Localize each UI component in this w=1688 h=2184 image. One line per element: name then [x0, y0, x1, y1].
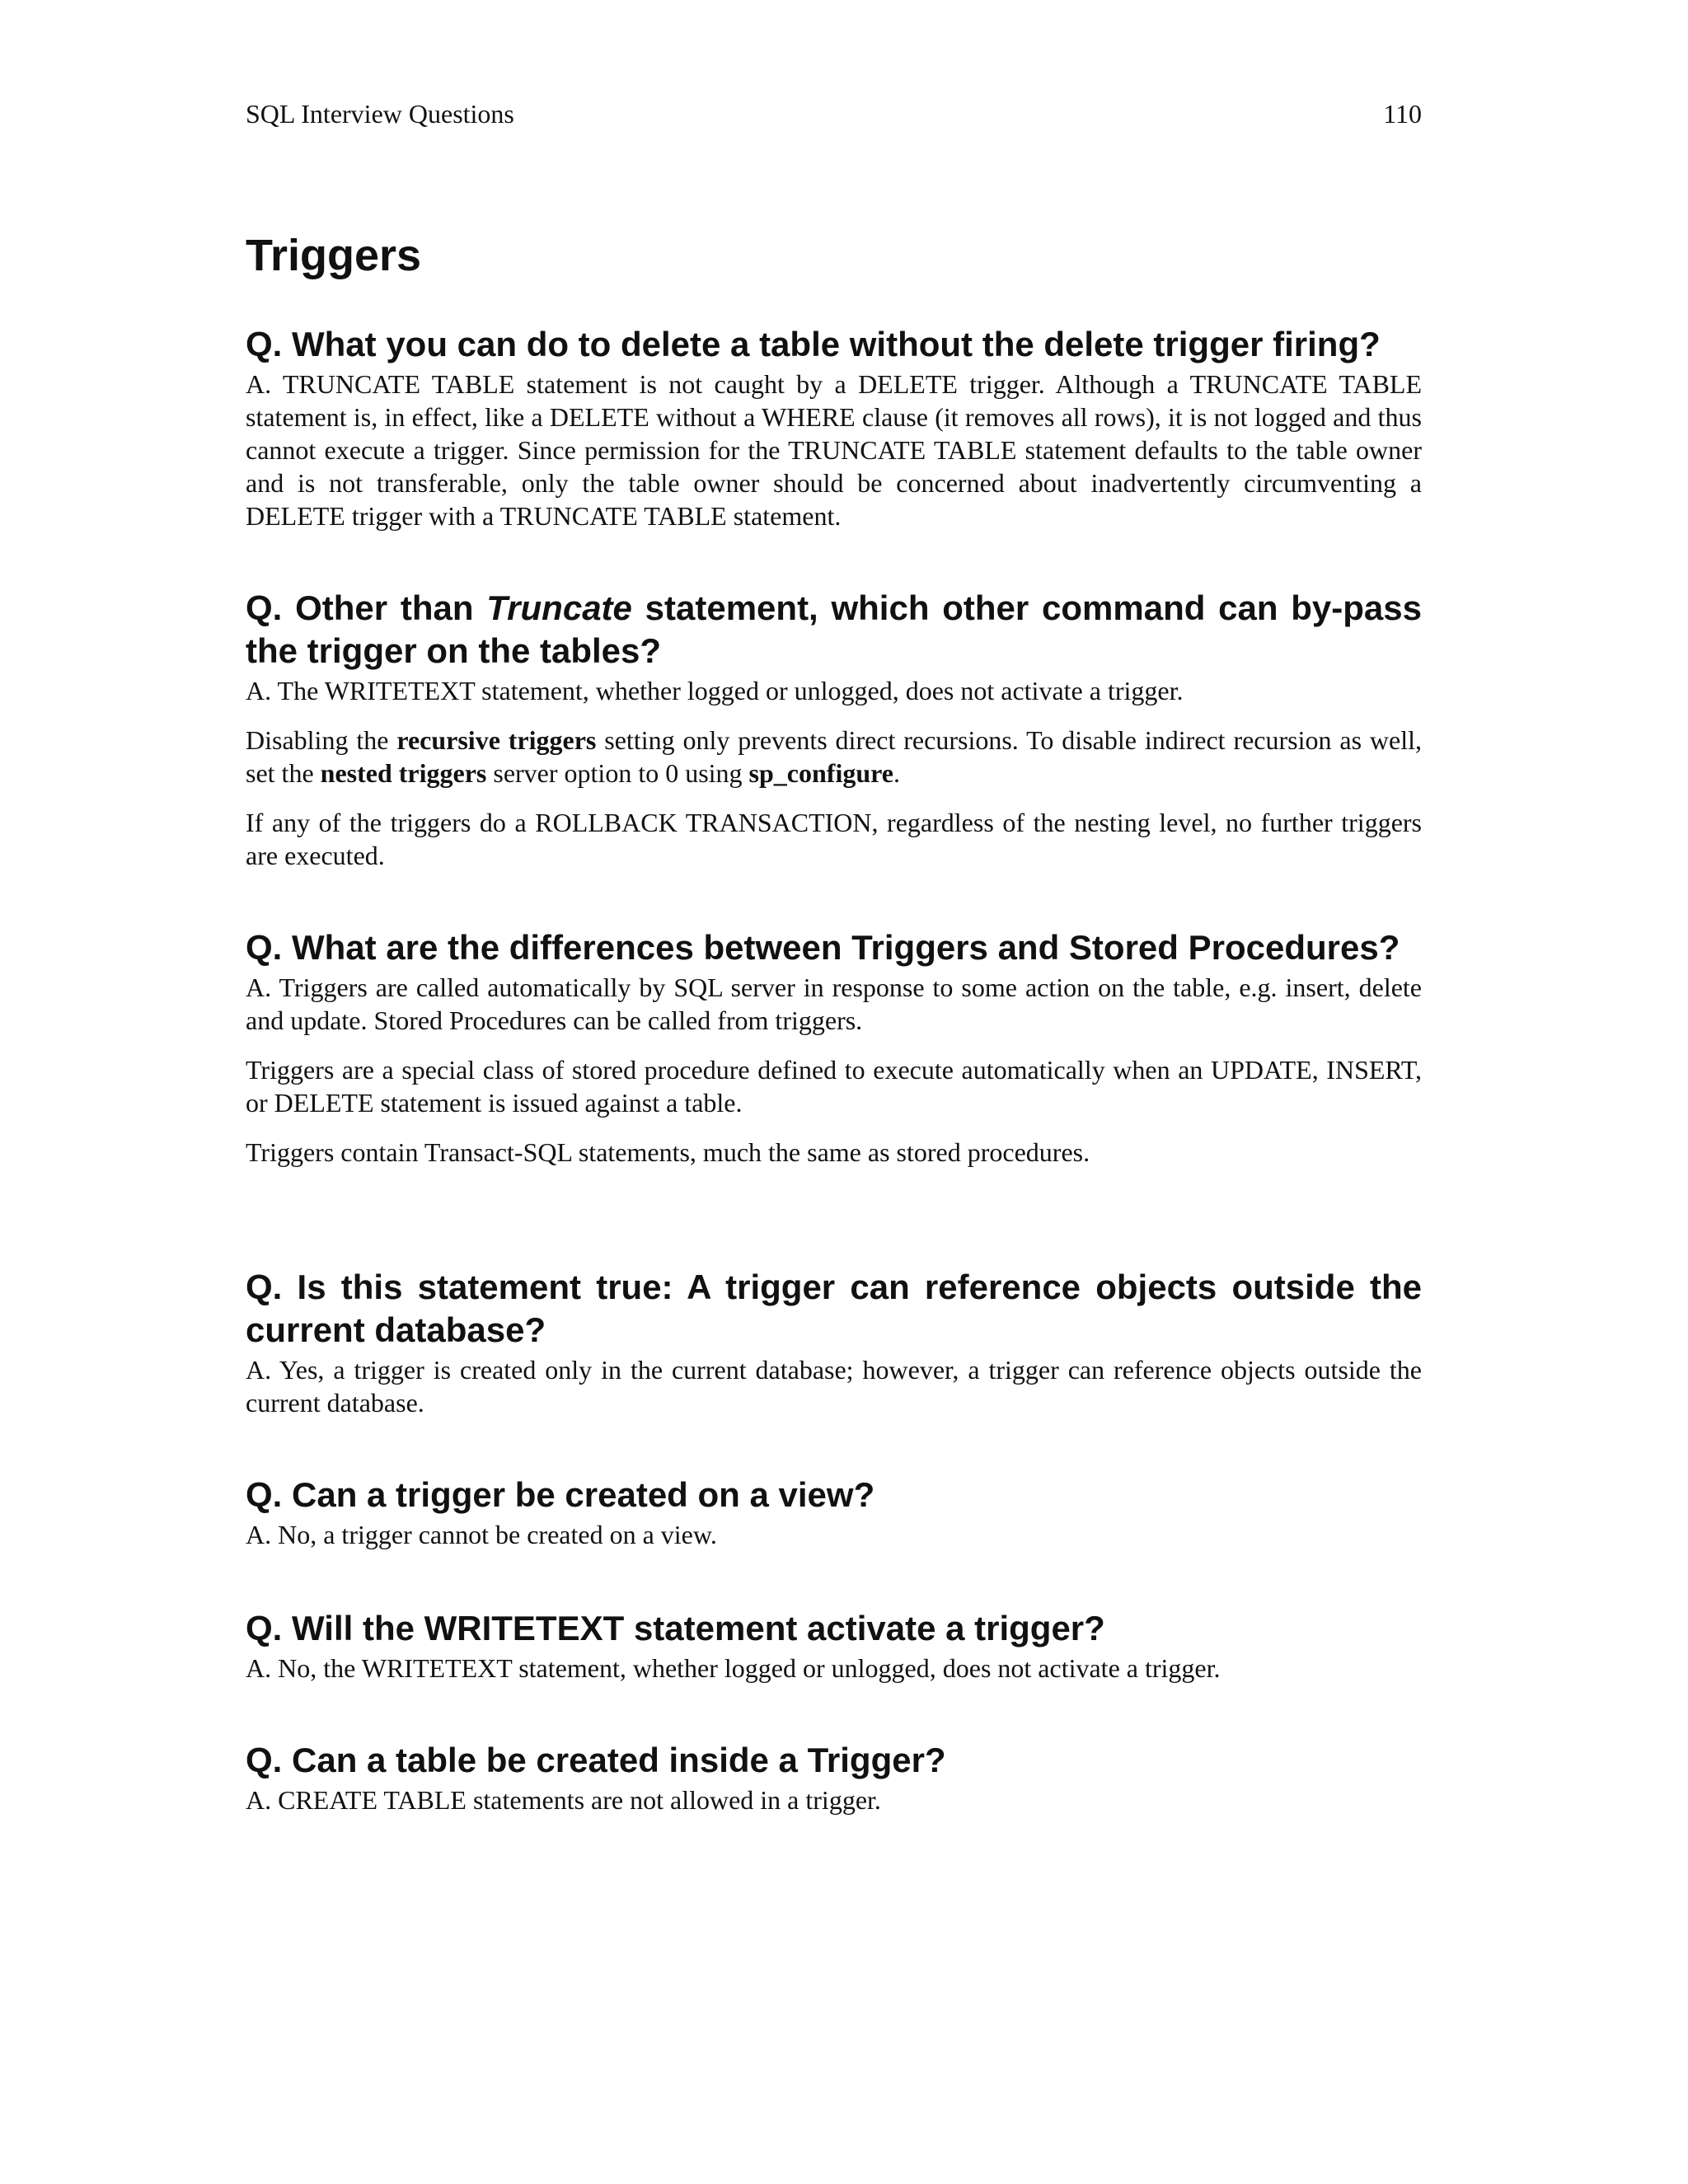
answer-2-2-text: . — [893, 758, 900, 788]
answer-2-2-bold: nested triggers — [320, 758, 487, 788]
question-2-end: statement, which other command can by-pass the trigger on the tables? — [246, 588, 1422, 670]
question-2-italic: Truncate — [486, 588, 632, 627]
answer-3-2: Triggers are a special class of stored procedure defined to execute automatically when an UPDATE, INSERT, or DELETE statement is issued against a table. — [246, 1055, 1422, 1118]
header-title: SQL Interview Questions — [246, 99, 514, 129]
question-4: Q. Is this statement true: A trigger can reference objects outside the current database? — [246, 1268, 1422, 1349]
answer-2-2-bold: sp_configure — [748, 758, 893, 788]
answer-4: A. Yes, a trigger is created only in the current database; however, a trigger can reference objects outside the current database. — [246, 1355, 1422, 1418]
question-6: Q. Will the WRITETEXT statement activate a trigger? — [246, 1609, 1105, 1647]
answer-6: A. No, the WRITETEXT statement, whether logged or unlogged, does not activate a trigger. — [246, 1653, 1221, 1683]
answer-2-2-text: setting only prevents direct recursions. To disable indirect recursion as well, set the — [246, 725, 1423, 788]
answer-2-2 — [246, 724, 1422, 790]
qa-block-7 — [246, 1739, 1422, 1816]
answer-2-2-bold: recursive triggers — [396, 725, 597, 755]
question-7: Q. Can a table be created inside a Trigger? — [246, 1741, 946, 1779]
answer-2-2-text: Disabling the — [246, 725, 397, 755]
qa-block-3 — [246, 926, 1422, 1169]
question-2-start: Q. Other than — [246, 588, 487, 627]
question-2 — [246, 587, 1422, 673]
qa-block-4 — [246, 1266, 1422, 1419]
chapter-title: Triggers — [246, 231, 422, 280]
question-1: Q. What you can do to delete a table without the delete trigger firing? — [246, 325, 1381, 363]
qa-block-1 — [246, 323, 1422, 532]
question-3: Q. What are the differences between Triggers and Stored Procedures? — [246, 928, 1400, 967]
question-5: Q. Can a trigger be created on a view? — [246, 1475, 875, 1514]
qa-block-6 — [246, 1607, 1422, 1685]
answer-1: A. TRUNCATE TABLE statement is not caught by a DELETE trigger. Although a TRUNCATE TABLE statement is, in effect, like a DELETE without a WHERE clause (it removes all rows), it is not logged and thus cannot execute a trigger. Since permission for the TRUNCATE TABLE statement defaults to the table owner and is not transferable, only the table owner should be concerned about inadvertently circumventing a DELETE trigger with a TRUNCATE TABLE statement. — [246, 369, 1422, 531]
answer-3-1: A. Triggers are called automatically by SQL server in response to some action on the table, e.g. insert, delete and update. Stored Procedures can be called from triggers. — [246, 972, 1422, 1035]
page-number: 110 — [1383, 99, 1422, 129]
answer-2-2-text: server option to 0 using — [486, 758, 749, 788]
answer-2-3: If any of the triggers do a ROLLBACK TRANSACTION, regardless of the nesting level, no further triggers are executed. — [246, 808, 1422, 870]
answer-7: A. CREATE TABLE statements are not allowed in a trigger. — [246, 1785, 881, 1815]
qa-block-5 — [246, 1474, 1422, 1551]
answer-5: A. No, a trigger cannot be created on a view. — [246, 1520, 717, 1549]
running-header — [246, 97, 1422, 130]
answer-3-3: Triggers contain Transact-SQL statements, much the same as stored procedures. — [246, 1137, 1090, 1167]
qa-block-2 — [246, 587, 1422, 872]
answer-2-1: A. The WRITETEXT statement, whether logged or unlogged, does not activate a trigger. — [246, 676, 1184, 705]
